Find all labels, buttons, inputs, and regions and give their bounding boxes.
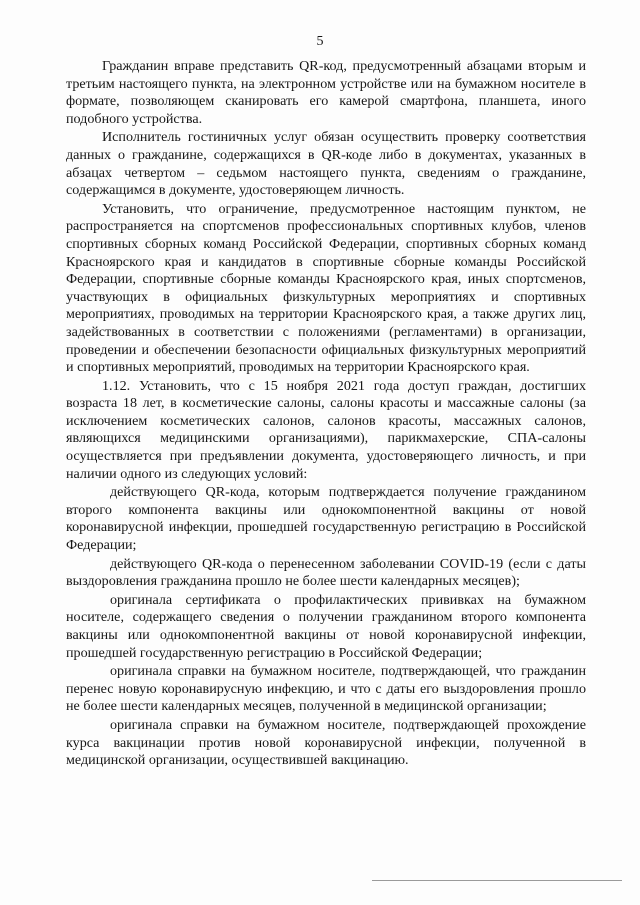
paragraph-hotel-verification: Исполнитель гостиничных услуг обязан осуществить проверку соответствия данных о гражданине, содержащихся в QR-коде либо в документах, указанных в абзацах четвертом – седьмом настоящего пункта, сведениям о гражданине, содержащимся в документе, удостоверяющем личность.	[66, 129, 586, 199]
paragraph-qr-presentation: Гражданин вправе представить QR-код, предусмотренный абзацами вторым и третьим настоящего пункта, на электронном устройстве или на бумажном носителе в формате, позволяющем сканировать его камерой смартфона, планшета, иного подобного устройства.	[66, 58, 586, 127]
paragraph-athletes-exemption: Установить, что ограничение, предусмотренное настоящим пунктом, не распространяется на спортсменов профессиональных спортивных клубов, членов спортивных сборных команд Российской Федерации, спортивных сборных команд Красноярского края и кандидатов в спортивные сборные команды Российской Федерации, спортивные сборные команды Красноярского края, иных спортсменов, участвующих в официальных физкультурных мероприятиях и спортивных мероприятиях, проводимых на территории Красноярского края, а также других лиц, задействованных в соответствии с положениями (регламентами) в организации, проведении и обеспечении безопасности официальных физкультурных мероприятий и спортивных мероприятий, проводимых на территории Красноярского края.	[66, 200, 586, 376]
list-item-qr-vaccination: действующего QR-кода, которым подтверждается получение гражданином второго компонента вакцины или однокомпонентной вакцины от новой коронавирусной инфекции, прошедшей государственную регистрацию в Российской Федерации;	[66, 484, 586, 554]
page-number: 5	[316, 34, 324, 49]
list-item-recovery-certificate: оригинала справки на бумажном носителе, подтверждающей, что гражданин перенес новую коронавирусную инфекцию, и что с даты его выздоровления прошло не более шести календарных месяцев, полученной в медицинской организации;	[66, 663, 586, 715]
list-item-vaccination-certificate: оригинала сертификата о профилактических прививках на бумажном носителе, содержащего сведения о получении гражданином второго компонента вакцины или однокомпонентной вакцины от новой коронавирусной инфекции, прошедшей государственную регистрацию в Российской Федерации;	[66, 591, 586, 661]
list-item-qr-recovery: действующего QR-кода о перенесенном заболевании COVID-19 (если с даты выздоровления гражданина прошло не более шести календарных месяцев);	[66, 555, 586, 590]
document-body	[66, 58, 586, 771]
footer-divider	[372, 880, 622, 881]
paragraph-clause-1-12: 1.12. Установить, что с 15 ноября 2021 года доступ граждан, достигших возраста 18 лет, в косметические салоны, салоны красоты и массажные салоны (за исключением косметических салонов, салонов красоты, массажных салонов, являющихся медицинскими организациями), парикмахерские, СПА-салоны осуществляется при предъявлении документа, удостоверяющего личность, и при наличии одного из следующих условий:	[66, 377, 586, 482]
list-item-vaccination-course-certificate: оригинала справки на бумажном носителе, подтверждающей прохождение курса вакцинации против новой коронавирусной инфекции, полученной в медицинской организации, осуществившей вакцинацию.	[66, 716, 586, 769]
